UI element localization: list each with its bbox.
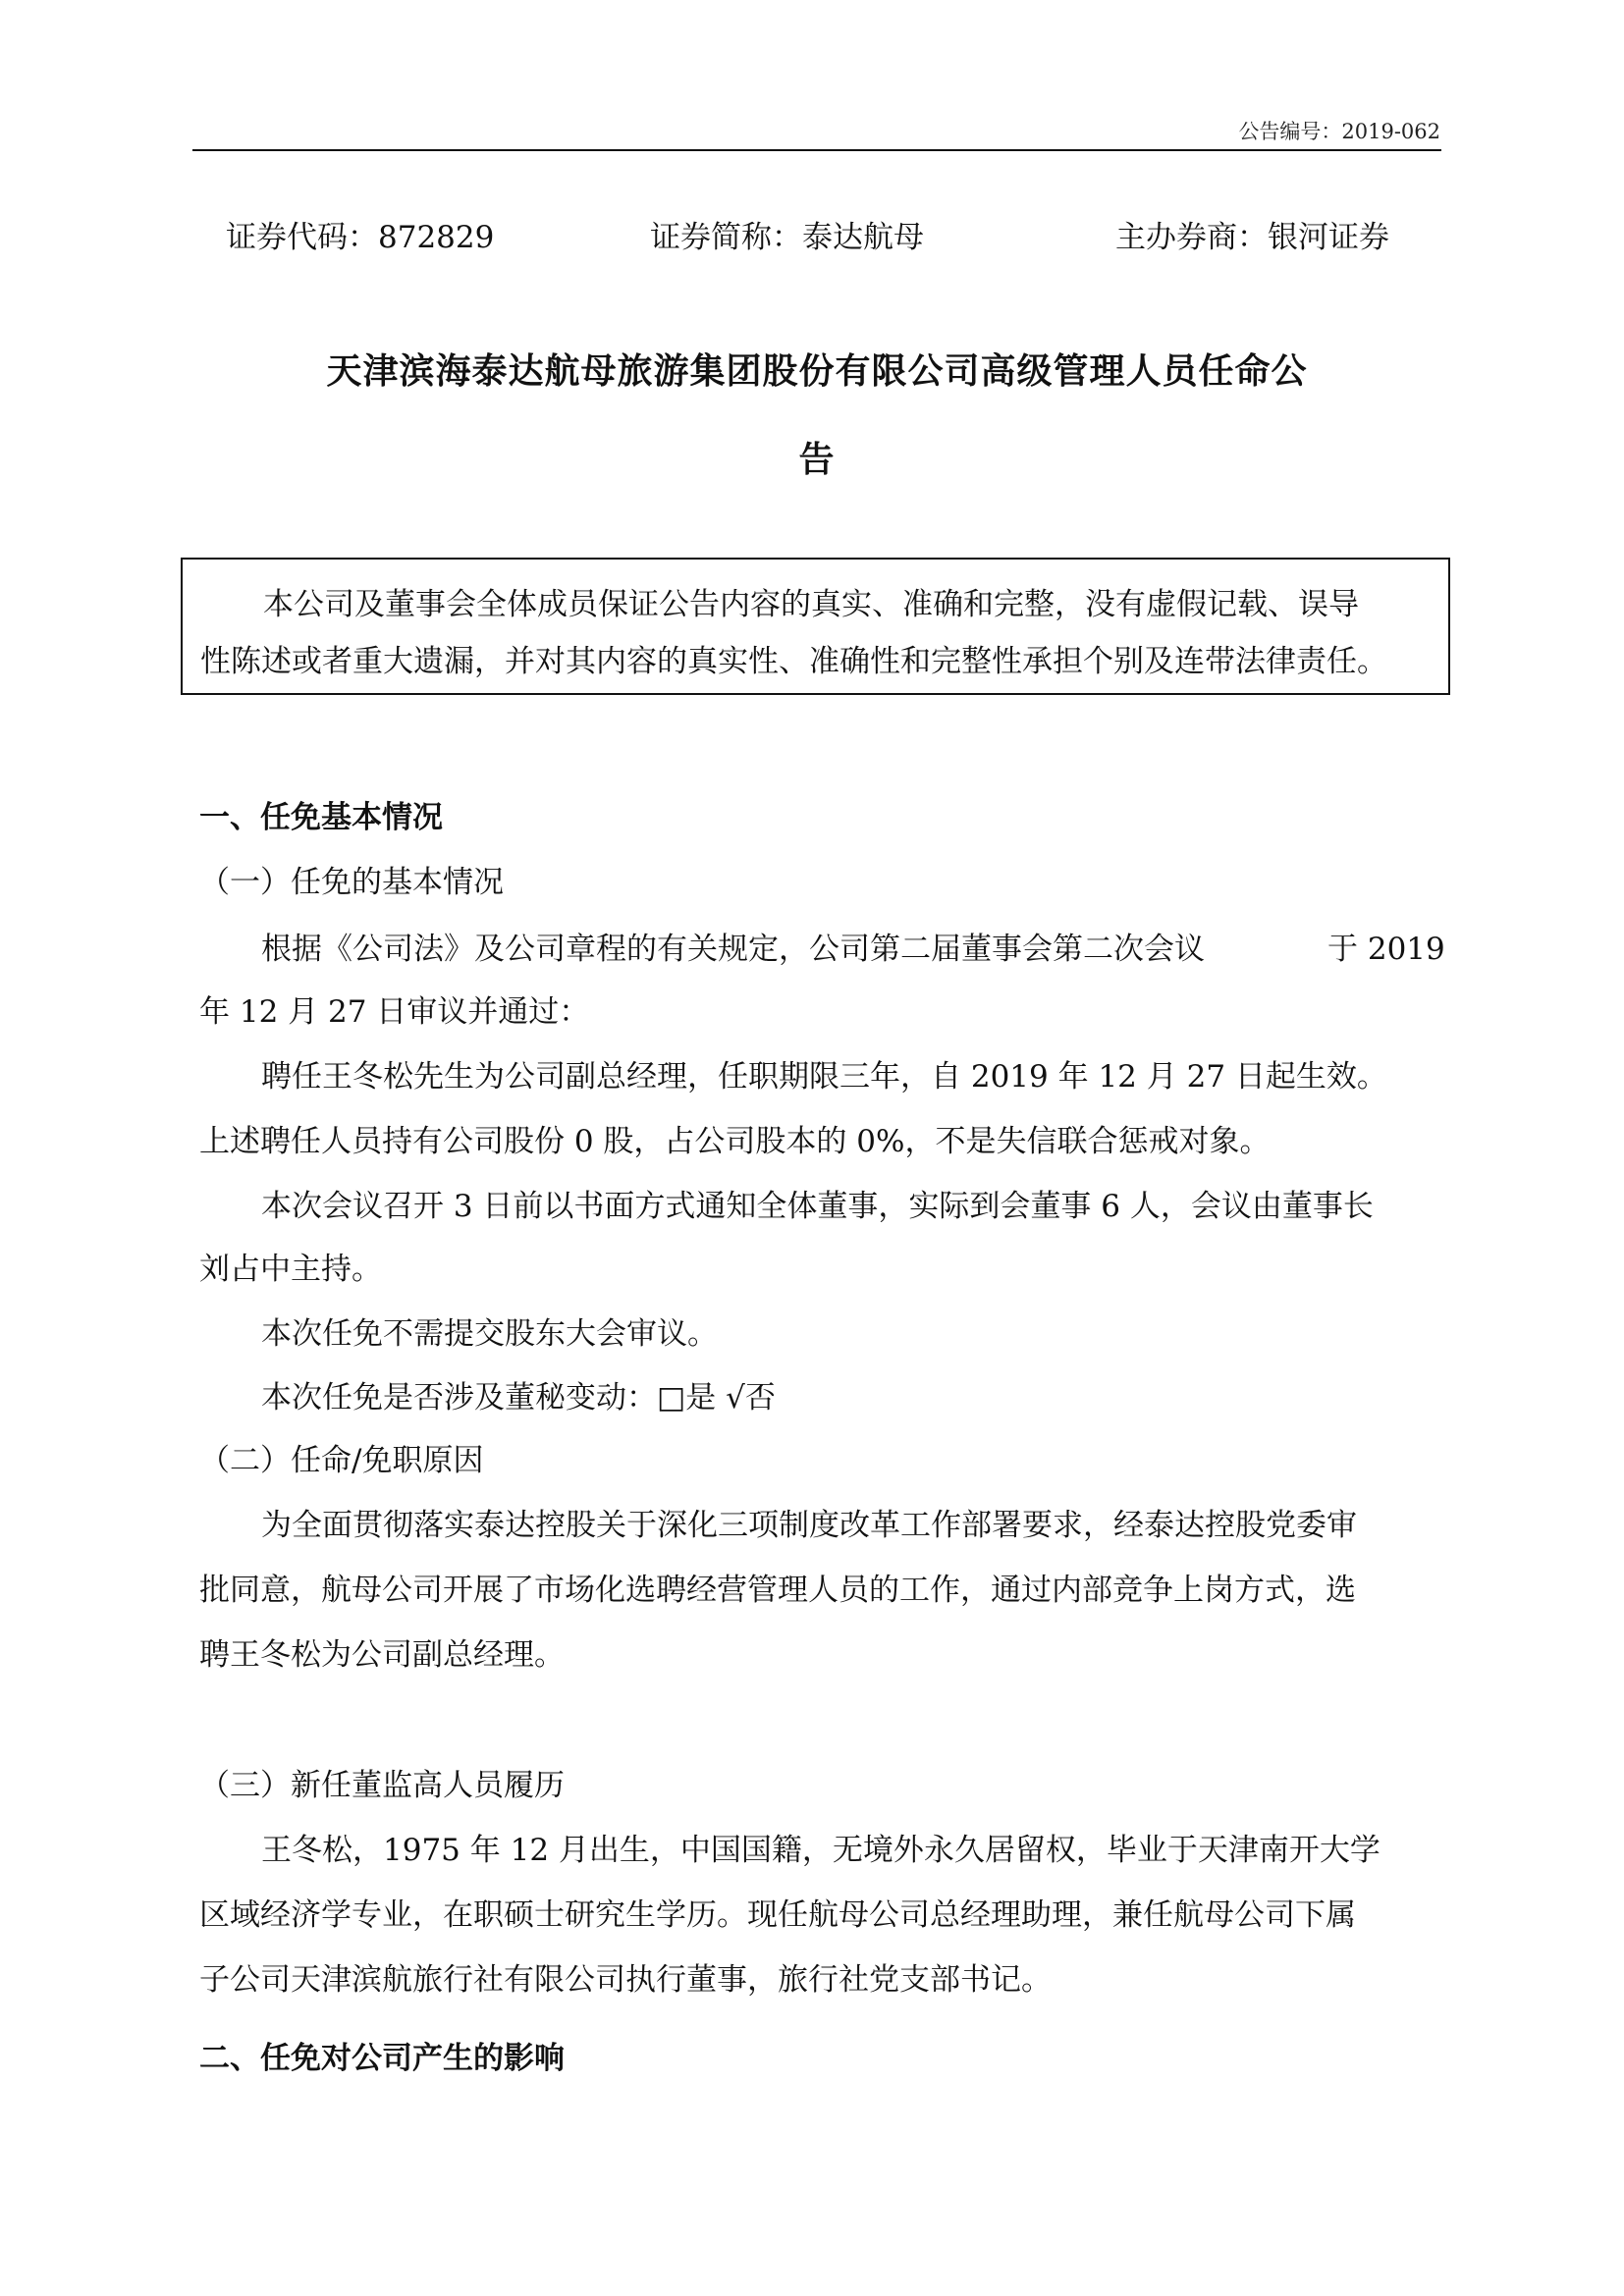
stock-abbreviation: 证券简称：泰达航母 (650, 220, 924, 255)
sponsor-broker: 主办券商：银河证券 (1115, 220, 1389, 255)
para-2-line-2: 上述聘任人员持有公司股份 0 股，占公司股本的 0%，不是失信联合惩戒对象。 (199, 1124, 1271, 1159)
para-1-line-1a: 根据《公司法》及公司章程的有关规定，公司第二届董事会第二次会议 (261, 932, 1205, 967)
header-rule (192, 149, 1441, 151)
subsection-1-heading: （一）任免的基本情况 (199, 865, 504, 900)
para-1-line-2: 年 12 月 27 日审议并通过： (199, 994, 590, 1030)
resume-line-1: 王冬松，1975 年 12 月出生，中国国籍，无境外永久居留权，毕业于天津南开大学 (261, 1833, 1380, 1868)
para-2-line-1: 聘任王冬松先生为公司副总经理，任职期限三年，自 2019 年 12 月 27 日起生效。 (261, 1059, 1387, 1095)
resume-line-2: 区域经济学专业，在职硕士研究生学历。现任航母公司总经理助理，兼任航母公司下属 (199, 1897, 1356, 1933)
resume-line-3: 子公司天津滨航旅行社有限公司执行董事，旅行社党支部书记。 (199, 1962, 1052, 1998)
disclaimer-line-1: 本公司及董事会全体成员保证公告内容的真实、准确和完整，没有虚假记载、误导 (263, 587, 1359, 622)
reason-line-3: 聘王冬松为公司副总经理。 (199, 1637, 565, 1673)
reason-line-2: 批同意，航母公司开展了市场化选聘经营管理人员的工作，通过内部竞争上岗方式，选 (199, 1573, 1356, 1608)
para-4: 本次任免不需提交股东大会审议。 (261, 1316, 718, 1352)
subsection-2-heading: （二）任命/免职原因 (199, 1443, 484, 1478)
section-1-heading: 一、任免基本情况 (199, 800, 443, 835)
announcement-number: 公告编号：2019-062 (1238, 120, 1440, 143)
reason-line-1: 为全面贯彻落实泰达控股关于深化三项制度改革工作部署要求，经泰达控股党委审 (261, 1508, 1357, 1543)
document-title-line-2: 告 (798, 439, 836, 480)
document-title-line-1: 天津滨海泰达航母旅游集团股份有限公司高级管理人员任命公 (326, 350, 1308, 392)
stock-code: 证券代码：872829 (226, 220, 495, 255)
para-3-line-2: 刘占中主持。 (199, 1252, 382, 1287)
section-2-heading: 二、任免对公司产生的影响 (199, 2041, 565, 2076)
secretary-change-checkbox-line: 本次任免是否涉及董秘变动：□是 √否 (261, 1380, 776, 1415)
disclaimer-line-2: 性陈述或者重大遗漏，并对其内容的真实性、准确性和完整性承担个别及连带法律责任。 (200, 644, 1387, 679)
disclaimer-box (181, 558, 1450, 695)
para-1-line-1b: 于 2019 (1327, 932, 1445, 967)
subsection-3-heading: （三）新任董监高人员履历 (199, 1768, 565, 1803)
para-3-line-1: 本次会议召开 3 日前以书面方式通知全体董事，实际到会董事 6 人，会议由董事长 (261, 1189, 1374, 1224)
